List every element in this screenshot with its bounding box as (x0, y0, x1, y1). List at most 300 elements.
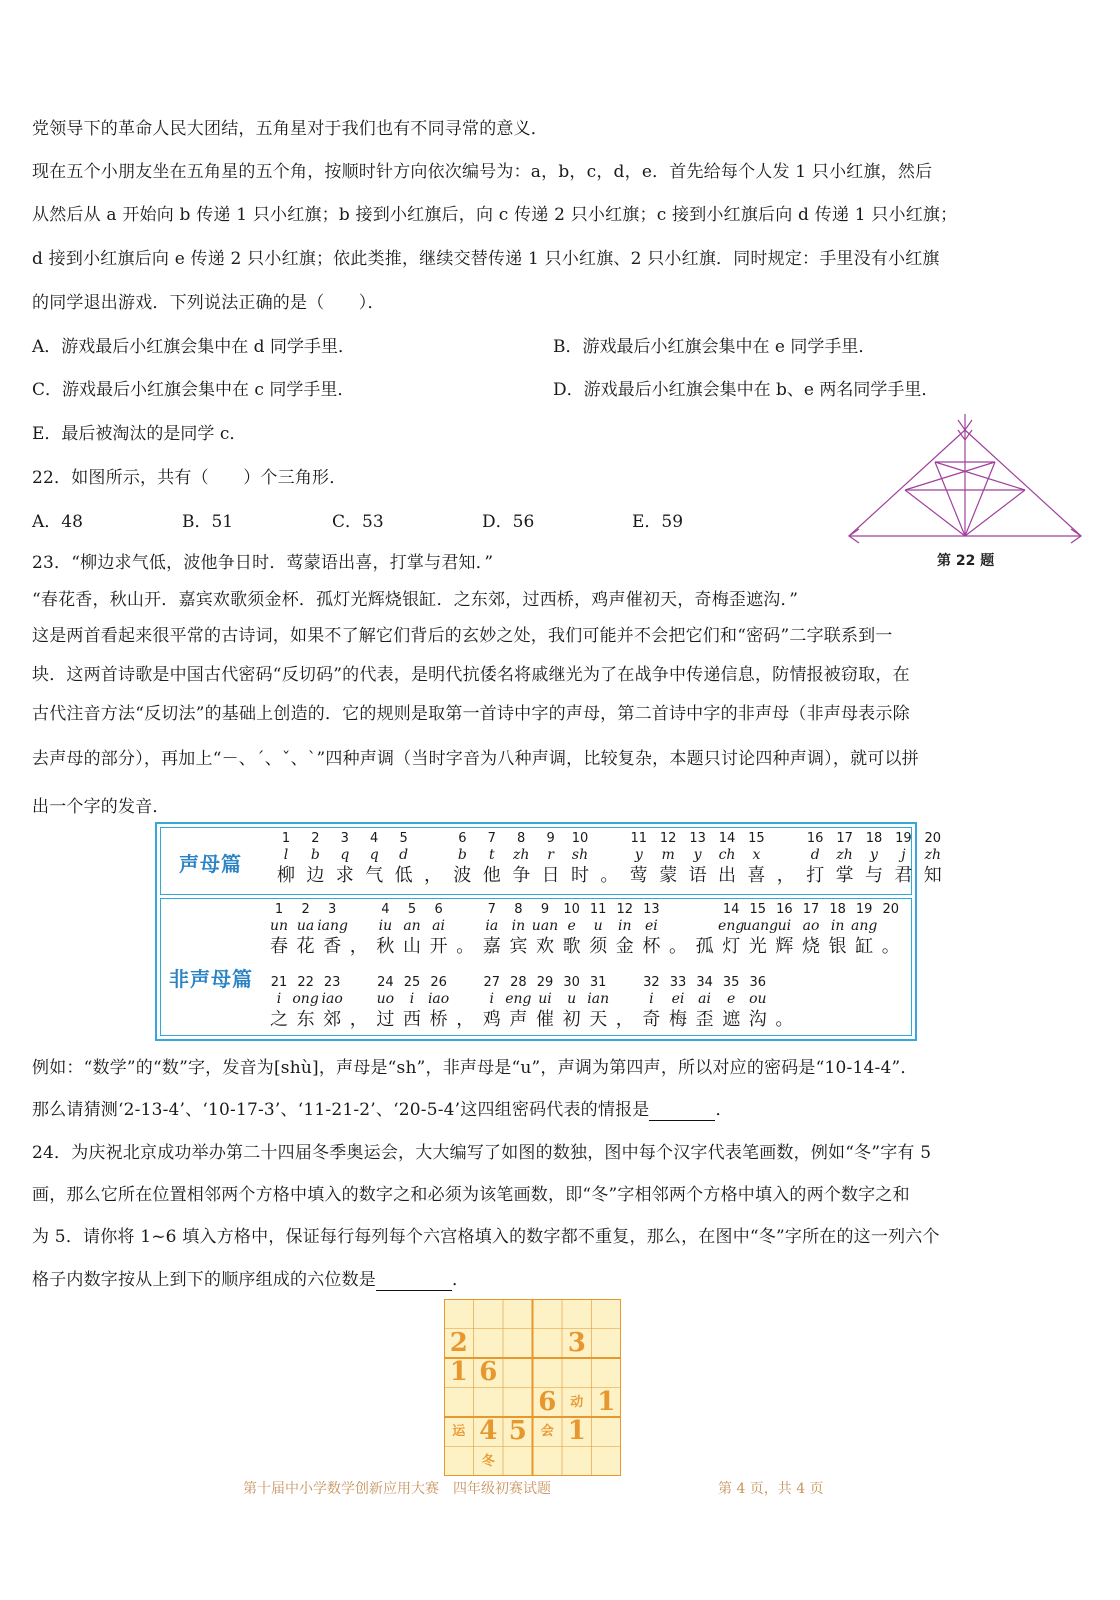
cipher-number (690, 902, 720, 917)
cipher-pinyin (344, 990, 374, 1008)
q21-option-e: E．最后被淘汰的是同学 c． (32, 424, 247, 444)
cipher-number: 17 (836, 831, 853, 846)
cipher-char: 他 (482, 865, 501, 886)
cipher-number: 32 (643, 975, 660, 990)
cipher-number: 36 (749, 975, 767, 990)
cipher-cell (291, 902, 321, 959)
cipher-pinyin (450, 917, 480, 935)
cipher-number: 9 (540, 902, 550, 917)
q23-line-5: 古代注音方法“反切法”的基础上创造的．它的规则是取第一首诗中字的声母，第二首诗中字的非声母（非声母表示除 (32, 704, 910, 724)
cipher-number: 23 (323, 975, 341, 990)
cipher-cell (450, 902, 480, 959)
cipher-number: 1 (274, 902, 284, 917)
cipher-cell (557, 902, 587, 959)
cipher-number: 27 (483, 975, 501, 990)
initials-title: 声母篇 (179, 852, 242, 876)
cipher-pinyin: ia (485, 918, 499, 934)
cipher-pinyin: ui (777, 918, 792, 934)
cipher-char: 莺 (629, 865, 648, 886)
cipher-char: 缸 (855, 936, 874, 957)
cipher-number: 15 (748, 831, 765, 846)
cipher-char: 西 (403, 1009, 421, 1030)
q24-answer-blank[interactable] (376, 1270, 452, 1291)
cipher-char: 开 (429, 936, 448, 957)
cipher-number: 30 (563, 975, 580, 990)
cipher-pinyin: zh (512, 847, 530, 863)
cipher-pinyin: i (489, 991, 495, 1007)
cipher-pinyin: j (901, 847, 906, 863)
cipher-pinyin (663, 917, 693, 935)
cipher-char: 辉 (775, 936, 794, 957)
cipher-char: 。 (600, 865, 619, 886)
cipher-char: 嘉 (482, 936, 501, 957)
q21-line-4: d 接到小红旗后向 e 传递 2 只小红旗；依此类推，继续交替传递 1 只小红旗、2 只小红旗．同时规定：手里没有小红旗 (32, 249, 940, 269)
cipher-number: 25 (403, 975, 421, 990)
cipher-pinyin: b (457, 847, 467, 863)
finals-section (160, 898, 912, 1036)
initials-section (160, 827, 942, 895)
cipher-table (155, 822, 942, 1041)
cipher-number: 20 (882, 902, 900, 917)
cipher-char: 天 (589, 1009, 608, 1030)
cipher-cell (796, 902, 826, 959)
cipher-number (344, 975, 374, 990)
cipher-number: 7 (487, 831, 496, 846)
cipher-char: ， (776, 865, 795, 886)
cipher-number: 13 (643, 902, 660, 917)
cipher-number (769, 975, 799, 990)
cipher-char: 催 (536, 1009, 554, 1030)
cipher-char: 。 (456, 936, 475, 957)
cipher-char: 。 (881, 936, 900, 957)
cipher-number: 1 (281, 831, 291, 846)
cipher-pinyin: y (693, 847, 702, 863)
cipher-number: 20 (924, 831, 942, 846)
cipher-cell (859, 831, 889, 888)
cipher-number (771, 831, 801, 846)
cipher-char: 柳 (277, 865, 295, 886)
cipher-pinyin: q (340, 847, 350, 863)
cipher-char: 喜 (747, 865, 766, 886)
cipher-number: 14 (718, 831, 736, 846)
cipher-pinyin: i (409, 991, 415, 1007)
cipher-char: 过 (376, 1009, 395, 1030)
q23-answer-blank[interactable] (649, 1100, 715, 1121)
cipher-pinyin: i (276, 991, 282, 1007)
cipher-number: 6 (434, 902, 443, 917)
cipher-cell (503, 975, 533, 1032)
cipher-number: 5 (407, 902, 417, 917)
cipher-cell (849, 902, 879, 959)
cipher-cell (477, 902, 507, 959)
cipher-number: 3 (328, 902, 337, 917)
cipher-number (450, 975, 480, 990)
q24-question-text: 格子内数字按从上到下的顺序组成的六位数是 (32, 1270, 376, 1290)
cipher-number: 29 (536, 975, 554, 990)
cipher-number (450, 902, 480, 917)
cipher-number: 12 (616, 902, 634, 917)
sudoku-cell: 运 (452, 1424, 466, 1439)
sudoku-cell: 6 (538, 1386, 557, 1417)
cipher-number: 10 (563, 902, 580, 917)
cipher-pinyin: in (830, 918, 845, 934)
cipher-char: 花 (296, 936, 315, 957)
cipher-cell (300, 831, 330, 888)
cipher-char: 梅 (669, 1009, 687, 1030)
cipher-char: 波 (453, 865, 472, 886)
cipher-number: 5 (399, 831, 408, 846)
q22-triangle-figure (845, 412, 1085, 550)
q22-option-e: E．59 (632, 512, 684, 532)
cipher-cell (876, 902, 906, 959)
footer-page-number: 第 4 页，共 4 页 (718, 1481, 824, 1497)
cipher-char: 沟 (748, 1009, 767, 1030)
cipher-char: 君 (894, 865, 913, 886)
cipher-pinyin: iao (321, 991, 343, 1007)
cipher-char: 东 (296, 1009, 315, 1030)
cipher-char: 鸡 (482, 1009, 501, 1030)
q23-line-7: 出一个字的发音． (32, 797, 170, 817)
cipher-cell (683, 831, 713, 888)
cipher-cell (359, 831, 389, 888)
cipher-char: 孤 (695, 936, 714, 957)
cipher-pinyin: ui (538, 991, 552, 1007)
sudoku-cell: 3 (567, 1327, 586, 1358)
cipher-cell (530, 975, 560, 1032)
cipher-char: 语 (688, 865, 707, 886)
cipher-char: ， (349, 1009, 368, 1030)
cipher-number: 3 (340, 831, 349, 846)
q23-line-3: 这是两首看起来很平常的古诗词，如果不了解它们背后的玄妙之处，我们可能并不会把它们和“密码”二字联系到一 (32, 626, 893, 646)
cipher-pinyin: y (634, 847, 643, 863)
q24-line-3: 为 5．请你将 1~6 填入方格中，保证每行每列每个六宫格填入的数字都不重复，那么，在图中“冬”字所在的这一列六个 (32, 1227, 940, 1247)
cipher-number: 6 (458, 831, 467, 846)
cipher-number: 16 (806, 831, 824, 846)
cipher-cell (447, 831, 477, 888)
cipher-number: 22 (297, 975, 314, 990)
cipher-char: 须 (589, 936, 608, 957)
q21-line-3: 从然后从 a 开始向 b 传递 1 只小红旗；b 接到小红旗后，向 c 传递 2 只小红旗；c 接到小红旗后向 d 传递 1 只小红旗； (32, 205, 958, 225)
cipher-pinyin: u (593, 918, 603, 934)
cipher-cell (503, 902, 533, 959)
cipher-cell (610, 902, 640, 959)
cipher-pinyin (876, 917, 906, 935)
sudoku-cells (444, 1299, 621, 1476)
cipher-char: 香 (323, 936, 342, 957)
cipher-cell (583, 975, 613, 1032)
cipher-number: 7 (487, 902, 496, 917)
q21-line-5: 的同学退出游戏．下列说法正确的是（ ）． (32, 293, 385, 313)
cipher-char: 知 (923, 865, 942, 886)
cipher-cell (389, 831, 419, 888)
cipher-cell (583, 902, 613, 959)
q22-option-a: A．48 (32, 512, 83, 532)
cipher-pinyin: ai (698, 991, 711, 1007)
q23-example: 例如：“数学”的“数”字，发音为[shù]，声母是“sh”，非声母是“u”，声调为第四声，所以对应的密码是“10-14-4”． (32, 1058, 918, 1078)
cipher-number (594, 831, 624, 846)
cipher-cell (397, 902, 427, 959)
cipher-char: ， (456, 1009, 475, 1030)
cipher-number: 24 (377, 975, 394, 990)
cipher-cell (712, 831, 742, 888)
cipher-number: 4 (381, 902, 390, 917)
cipher-number: 16 (776, 902, 793, 917)
cipher-cell (370, 902, 400, 959)
cipher-char: 歌 (562, 936, 581, 957)
q21-option-d: D．游戏最后小红旗会集中在 b、e 两名同学手里． (553, 380, 939, 400)
cipher-pinyin: in (618, 918, 632, 934)
q23-line-4: 块．这两首诗歌是中国古代密码“反切码”的代表，是明代抗倭名将戚继光为了在战争中传递信息，防情报被窃取，在 (32, 665, 910, 685)
cipher-char: ， (349, 936, 368, 957)
cipher-pinyin: i (649, 991, 654, 1007)
cipher-number: 19 (895, 831, 912, 846)
q22-option-c: C．53 (332, 512, 384, 532)
cipher-number (418, 831, 448, 846)
cipher-pinyin: x (752, 847, 761, 863)
cipher-cell (690, 975, 720, 1032)
cipher-pinyin (690, 917, 720, 935)
cipher-cell (690, 902, 720, 959)
cipher-cell (610, 975, 640, 1032)
cipher-number: 31 (589, 975, 607, 990)
sudoku-cell: 冬 (481, 1453, 495, 1469)
cipher-cell (742, 902, 779, 959)
cipher-pinyin: uang (742, 918, 779, 934)
cipher-cell (424, 975, 454, 1032)
cipher-char: 宾 (509, 936, 528, 957)
cipher-pinyin: u (567, 991, 577, 1007)
q21-option-c: C．游戏最后小红旗会集中在 c 同学手里． (32, 380, 355, 400)
cipher-pinyin: q (369, 847, 379, 863)
cipher-pinyin: y (870, 847, 878, 863)
sudoku-cell: 6 (479, 1357, 498, 1387)
cipher-char: 初 (562, 1009, 581, 1030)
cipher-cell (370, 975, 400, 1032)
cipher-cell (769, 975, 799, 1032)
cipher-char: 秋 (376, 936, 395, 957)
cipher-char: 打 (806, 865, 825, 886)
q23-question-suffix: ． (715, 1100, 733, 1120)
cipher-number: 12 (659, 831, 677, 846)
cipher-cell (264, 902, 294, 959)
cipher-cell (636, 975, 666, 1032)
q24-line-4 (32, 1265, 469, 1291)
cipher-number: 35 (722, 975, 740, 990)
q21-line-1: 党领导下的革命人民大团结，五角星对于我们也有不同寻常的意义． (32, 119, 548, 139)
cipher-pinyin: in (511, 918, 526, 934)
cipher-pinyin (594, 846, 624, 864)
cipher-pinyin: e (567, 918, 576, 934)
sudoku-cell: 会 (540, 1424, 554, 1439)
cipher-cell (317, 975, 347, 1032)
footer-title: 第十届中小学数学创新应用大赛 四年级初赛试题 (243, 1481, 551, 1497)
cipher-cell (741, 831, 771, 888)
cipher-cell (330, 831, 360, 888)
finals-title: 非声母篇 (169, 967, 253, 991)
cipher-number: 19 (855, 902, 873, 917)
cipher-pinyin: uo (376, 991, 395, 1007)
cipher-cell (769, 902, 799, 959)
cipher-char: 山 (403, 936, 421, 957)
cipher-cell (594, 831, 624, 888)
q23-question (32, 1095, 733, 1121)
cipher-pinyin: ch (718, 847, 736, 863)
sudoku-cell: 动 (570, 1394, 584, 1410)
cipher-char: 奇 (642, 1009, 661, 1030)
sudoku-cell: 5 (508, 1416, 527, 1446)
q22-stem: 22．如图所示，共有（ ）个三角形． (32, 468, 347, 488)
cipher-number: 21 (270, 975, 288, 990)
cipher-number (663, 902, 693, 917)
cipher-cell (536, 831, 566, 888)
cipher-char: 争 (512, 865, 531, 886)
cipher-pinyin: iu (378, 918, 393, 934)
cipher-pinyin: ei (671, 991, 685, 1007)
cipher-char: 烧 (802, 936, 820, 957)
cipher-cell (716, 975, 746, 1032)
cipher-number: 9 (546, 831, 555, 846)
cipher-cell (565, 831, 595, 888)
q24-question-suffix: ． (452, 1270, 470, 1290)
cipher-cell (888, 831, 918, 888)
cipher-cell (291, 975, 321, 1032)
cipher-cell (557, 975, 587, 1032)
cipher-pinyin: zh (836, 847, 853, 863)
cipher-pinyin: ua (296, 918, 315, 934)
cipher-pinyin (450, 990, 480, 1008)
cipher-cell (918, 831, 948, 888)
cipher-pinyin: iang (317, 918, 348, 934)
cipher-pinyin: d (810, 847, 820, 863)
cipher-pinyin: eng (505, 991, 532, 1007)
q22-option-d: D．56 (482, 512, 535, 532)
cipher-char: 时 (571, 865, 589, 886)
cipher-char: 日 (541, 865, 560, 886)
cipher-cell (823, 902, 853, 959)
cipher-cell (264, 975, 294, 1032)
cipher-number: 28 (510, 975, 527, 990)
cipher-pinyin: ei (645, 918, 658, 934)
cipher-number: 4 (370, 831, 379, 846)
q21-option-a: A．游戏最后小红旗会集中在 d 同学手里． (32, 337, 355, 357)
cipher-pinyin: sh (571, 847, 589, 863)
sudoku-cell: 2 (449, 1327, 468, 1358)
cipher-number: 33 (669, 975, 687, 990)
cipher-number: 18 (865, 831, 883, 846)
cipher-char: ， (615, 1009, 634, 1030)
q23-line-2: “春花香，秋山开．嘉宾欢歌须金杯．孤灯光辉烧银缸．之东郊，过西桥，鸡声催初天，奇梅歪遮沟．” (32, 590, 799, 610)
cipher-cell (636, 902, 666, 959)
cipher-char: 光 (748, 936, 767, 957)
cipher-char: 春 (270, 936, 288, 957)
cipher-pinyin (771, 846, 801, 864)
cipher-char: 与 (865, 865, 883, 886)
cipher-cell (800, 831, 830, 888)
cipher-cell (397, 975, 427, 1032)
cipher-number: 34 (696, 975, 713, 990)
cipher-pinyin: ao (802, 918, 820, 934)
cipher-pinyin: ian (587, 991, 610, 1007)
cipher-char: 求 (335, 865, 354, 886)
cipher-number: 2 (301, 902, 310, 917)
cipher-number: 14 (722, 902, 740, 917)
cipher-char: 金 (615, 936, 634, 957)
cipher-pinyin: d (399, 847, 409, 863)
cipher-number: 8 (517, 831, 526, 846)
cipher-number (610, 975, 640, 990)
cipher-pinyin (418, 846, 448, 864)
q24-line-2: 画，那么它所在位置相邻两个方格中填入的数字之和必须为该笔画数，即“冬”字相邻两个方格中填入的两个数字之和 (32, 1185, 910, 1205)
cipher-pinyin: r (547, 847, 554, 863)
q23-line-1: 23．“柳边求气低，波他争日时．莺蒙语出喜，打掌与君知．” (32, 553, 494, 573)
cipher-cell (271, 831, 301, 888)
cipher-char: 银 (828, 936, 847, 957)
cipher-char: 之 (270, 1009, 288, 1030)
cipher-number: 15 (749, 902, 767, 917)
cipher-cell (716, 902, 746, 959)
cipher-pinyin: ou (749, 991, 767, 1007)
cipher-pinyin: t (488, 847, 495, 863)
q24-line-1: 24．为庆祝北京成功举办第二十四届冬季奥运会，大大编写了如图的数独，图中每个汉字代表笔画数，例如“冬”字有 5 (32, 1143, 932, 1163)
cipher-pinyin: b (310, 847, 320, 863)
cipher-char: 声 (509, 1009, 528, 1030)
cipher-char: 灯 (722, 936, 741, 957)
q21-line-2: 现在五个小朋友坐在五角星的五个角，按顺时针方向依次编号为：a，b，c，d，e．首先给每个人发 1 只小红旗，然后 (32, 162, 933, 182)
cipher-cell (506, 831, 536, 888)
cipher-char: 郊 (323, 1009, 342, 1030)
cipher-pinyin: iao (427, 991, 450, 1007)
cipher-number: 17 (802, 902, 820, 917)
cipher-char: 掌 (835, 865, 854, 886)
cipher-char: 边 (306, 865, 325, 886)
cipher-pinyin: ong (292, 991, 319, 1007)
cipher-cell (830, 831, 860, 888)
cipher-char: ， (424, 865, 442, 886)
q23-question-text: 那么请猜测‘2-13-4’、‘10-17-3’、‘11-21-2’、‘20-5-4’这四组密码代表的情报是 (32, 1100, 650, 1120)
cipher-char: 歪 (695, 1009, 714, 1030)
cipher-char: 。 (775, 1009, 794, 1030)
cipher-pinyin: an (403, 918, 421, 934)
cipher-char: 。 (669, 936, 687, 957)
cipher-number: 13 (689, 831, 706, 846)
cipher-pinyin (610, 990, 640, 1008)
cipher-char: 桥 (429, 1009, 448, 1030)
cipher-char: 蒙 (659, 865, 678, 886)
sudoku-cell: 1 (567, 1416, 586, 1446)
sudoku-cell: 1 (597, 1386, 616, 1417)
cipher-pinyin: e (727, 991, 736, 1007)
cipher-pinyin: un (269, 918, 289, 934)
cipher-char: 遮 (722, 1009, 741, 1030)
cipher-number: 26 (430, 975, 447, 990)
cipher-char: 低 (394, 865, 413, 886)
cipher-number: 8 (514, 902, 523, 917)
cipher-pinyin: zh (924, 847, 941, 863)
cipher-cell (771, 831, 801, 888)
cipher-cell (653, 831, 683, 888)
cipher-cell (424, 902, 454, 959)
cipher-cell (663, 902, 693, 959)
cipher-cell (344, 902, 374, 959)
cipher-char: 杯 (642, 936, 661, 957)
q21-option-b: B．游戏最后小红旗会集中在 e 同学手里． (553, 337, 876, 357)
q22-option-b: B．51 (182, 512, 234, 532)
q23-line-6: 去声母的部分），再加上“－、ˊ、ˇ、ˋ”四种声调（当时字音为八种声调，比较复杂，本题只讨论四种声调），就可以拼 (32, 749, 919, 769)
cipher-pinyin: uan (531, 918, 559, 934)
cipher-cell (477, 831, 507, 888)
cipher-char: 出 (718, 865, 736, 886)
cipher-cell (743, 975, 773, 1032)
